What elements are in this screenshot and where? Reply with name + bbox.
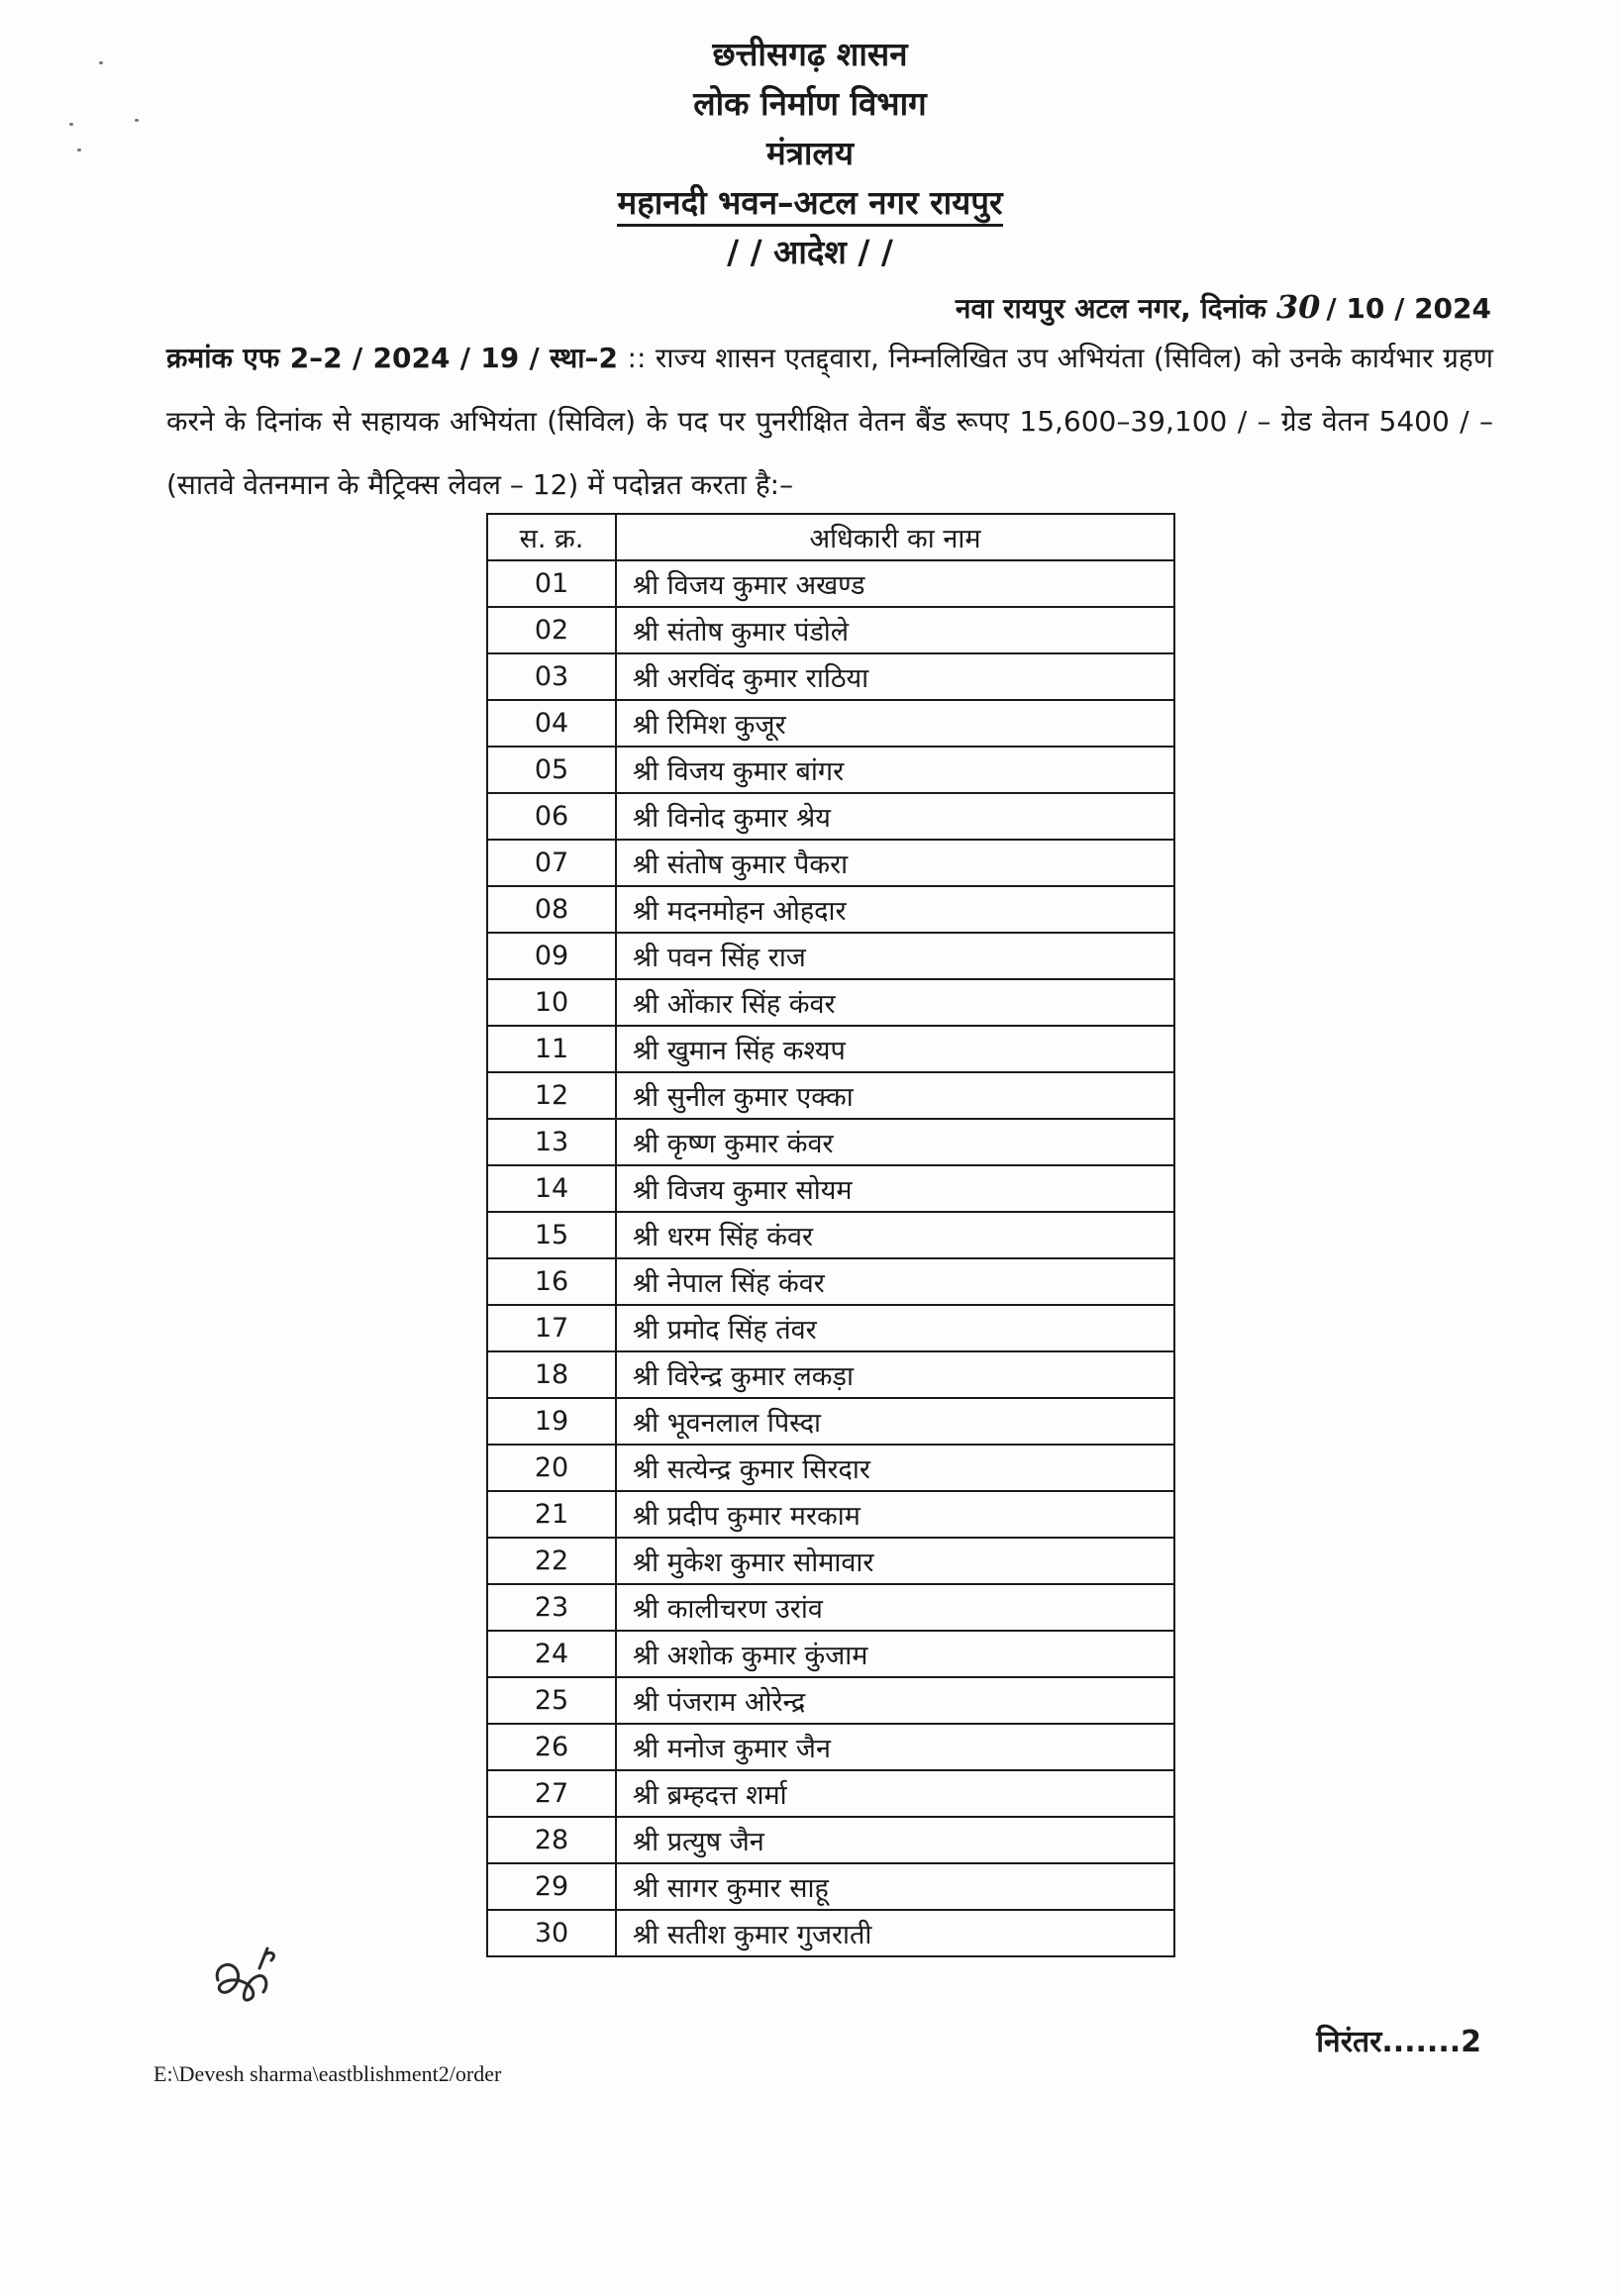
table-row [487, 1398, 1174, 1445]
officer-name-cell: श्री विनोद कुमार श्रेय [616, 793, 1174, 840]
table-row [487, 747, 1174, 793]
serial-number-cell: 06 [487, 793, 616, 840]
table-row [487, 1863, 1174, 1910]
table-row [487, 1351, 1174, 1398]
officer-name-cell: श्री सत्येन्द्र कुमार सिरदार [616, 1445, 1174, 1491]
order-body [166, 327, 1493, 517]
table-row [487, 700, 1174, 747]
serial-number-cell: 25 [487, 1677, 616, 1724]
table-row [487, 1910, 1174, 1956]
file-path: E:\Devesh sharma\eastblishment2/order [153, 2061, 502, 2086]
serial-number-cell: 12 [487, 1072, 616, 1119]
table-row [487, 1491, 1174, 1538]
promotion-table [486, 513, 1175, 1957]
table-row [487, 1258, 1174, 1305]
officer-name-cell: श्री मुकेश कुमार सोमावार [616, 1538, 1174, 1584]
office-address [0, 178, 1620, 228]
table-row [487, 1212, 1174, 1258]
table-row [487, 1119, 1174, 1165]
officer-name-cell: श्री ओंकार सिंह कंवर [616, 979, 1174, 1026]
serial-number-cell: 27 [487, 1770, 616, 1817]
order-title: / / आदेश / / [727, 233, 893, 271]
officer-name-cell: श्री भूवनलाल पिस्दा [616, 1398, 1174, 1445]
table-row [487, 1072, 1174, 1119]
officer-name-cell: श्री सुनील कुमार एक्का [616, 1072, 1174, 1119]
table-row [487, 1445, 1174, 1491]
serial-number-cell: 09 [487, 933, 616, 979]
table-row [487, 653, 1174, 700]
order-body-text: :: राज्य शासन एतद्द्वारा, निम्नलिखित उप अभियंता (सिविल) को उनके कार्यभार ग्रहण करने के दिनांक से सहायक अभियंता (सिविल) के पद पर पुनरीक्षित वेतन बैंड रूपए 15,600–39,100 / – ग्रेड वेतन 5400 / –(सातवे वेतनमान के मैट्रिक्स लेवल – 12) में पदोन्नत करता है:– [166, 342, 1493, 501]
signature-initials [208, 1941, 287, 2010]
serial-number-cell: 01 [487, 560, 616, 607]
order-reference-number: क्रमांक एफ 2–2 / 2024 / 19 / स्था–2 [166, 342, 619, 374]
table-row [487, 1165, 1174, 1212]
officer-name-cell: श्री प्रदीप कुमार मरकाम [616, 1491, 1174, 1538]
table-row [487, 1770, 1174, 1817]
table-row [487, 933, 1174, 979]
date-place: नवा रायपुर अटल नगर, दिनांक [955, 292, 1266, 325]
table-row [487, 1817, 1174, 1863]
serial-number-cell: 21 [487, 1491, 616, 1538]
serial-number-cell: 11 [487, 1026, 616, 1072]
officer-name-cell: श्री अशोक कुमार कुंजाम [616, 1631, 1174, 1677]
officer-name-cell: श्री संतोष कुमार पंडोले [616, 607, 1174, 653]
table-row [487, 1305, 1174, 1351]
officer-name-cell: श्री सागर कुमार साहू [616, 1863, 1174, 1910]
serial-number-cell: 24 [487, 1631, 616, 1677]
handwritten-date-day: 30 [1275, 288, 1321, 326]
serial-number-cell: 18 [487, 1351, 616, 1398]
officer-name-cell: श्री खुमान सिंह कश्यप [616, 1026, 1174, 1072]
officer-name-cell: श्री मनोज कुमार जैन [616, 1724, 1174, 1770]
table-row [487, 886, 1174, 933]
serial-number-cell: 28 [487, 1817, 616, 1863]
officer-name-cell: श्री मदनमोहन ओहदार [616, 886, 1174, 933]
officer-name-cell: श्री विजय कुमार बांगर [616, 747, 1174, 793]
officer-name-cell: श्री पंजराम ओरेन्द्र [616, 1677, 1174, 1724]
serial-number-cell: 14 [487, 1165, 616, 1212]
serial-number-cell: 16 [487, 1258, 616, 1305]
officer-name-cell: श्री प्रत्युष जैन [616, 1817, 1174, 1863]
office-address-text: महानदी भवन–अटल नगर रायपुर [617, 183, 1002, 227]
order-date-line [956, 288, 1491, 327]
officer-name-cell: श्री विजय कुमार अखण्ड [616, 560, 1174, 607]
officer-name-cell: श्री विजय कुमार सोयम [616, 1165, 1174, 1212]
serial-number-cell: 15 [487, 1212, 616, 1258]
table-row [487, 1538, 1174, 1584]
serial-number-cell: 29 [487, 1863, 616, 1910]
serial-number-cell: 26 [487, 1724, 616, 1770]
serial-number-cell: 20 [487, 1445, 616, 1491]
table-row [487, 793, 1174, 840]
table-row [487, 560, 1174, 607]
table-row [487, 607, 1174, 653]
ministry-name: मंत्रालय [765, 134, 854, 172]
serial-number-cell: 30 [487, 1910, 616, 1956]
officer-name-cell: श्री पवन सिंह राज [616, 933, 1174, 979]
serial-number-cell: 04 [487, 700, 616, 747]
officer-name-cell: श्री धरम सिंह कंवर [616, 1212, 1174, 1258]
serial-number-cell: 23 [487, 1584, 616, 1631]
table-row [487, 1631, 1174, 1677]
serial-number-cell: 07 [487, 840, 616, 886]
officer-name-cell: श्री प्रमोद सिंह तंवर [616, 1305, 1174, 1351]
table-row [487, 1677, 1174, 1724]
column-header-serial: स. क्र. [487, 514, 616, 560]
serial-number-cell: 10 [487, 979, 616, 1026]
continued-marker: निरंतर.......2 [1316, 2025, 1481, 2059]
table-header-row [487, 514, 1174, 560]
date-month-year: / 10 / 2024 [1326, 292, 1491, 325]
column-header-officer-name: अधिकारी का नाम [616, 514, 1174, 560]
officer-name-cell: श्री कालीचरण उरांव [616, 1584, 1174, 1631]
officer-name-cell: श्री विरेन्द्र कुमार लकड़ा [616, 1351, 1174, 1398]
officer-name-cell: श्री संतोष कुमार पैकरा [616, 840, 1174, 886]
officer-name-cell: श्री कृष्ण कुमार कंवर [616, 1119, 1174, 1165]
officer-name-cell: श्री अरविंद कुमार राठिया [616, 653, 1174, 700]
officer-name-cell: श्री रिमिश कुजूर [616, 700, 1174, 747]
department-name: लोक निर्माण विभाग [693, 84, 927, 123]
serial-number-cell: 19 [487, 1398, 616, 1445]
government-name: छत्तीसगढ़ शासन [712, 35, 908, 73]
serial-number-cell: 05 [487, 747, 616, 793]
serial-number-cell: 08 [487, 886, 616, 933]
table-row [487, 1584, 1174, 1631]
table-row [487, 1026, 1174, 1072]
serial-number-cell: 03 [487, 653, 616, 700]
table-row [487, 840, 1174, 886]
serial-number-cell: 02 [487, 607, 616, 653]
serial-number-cell: 22 [487, 1538, 616, 1584]
serial-number-cell: 13 [487, 1119, 616, 1165]
serial-number-cell: 17 [487, 1305, 616, 1351]
officer-name-cell: श्री ब्रम्हदत्त शर्मा [616, 1770, 1174, 1817]
table-row [487, 1724, 1174, 1770]
table-row [487, 979, 1174, 1026]
officer-name-cell: श्री सतीश कुमार गुजराती [616, 1910, 1174, 1956]
officer-name-cell: श्री नेपाल सिंह कंवर [616, 1258, 1174, 1305]
letterhead [0, 30, 1620, 277]
